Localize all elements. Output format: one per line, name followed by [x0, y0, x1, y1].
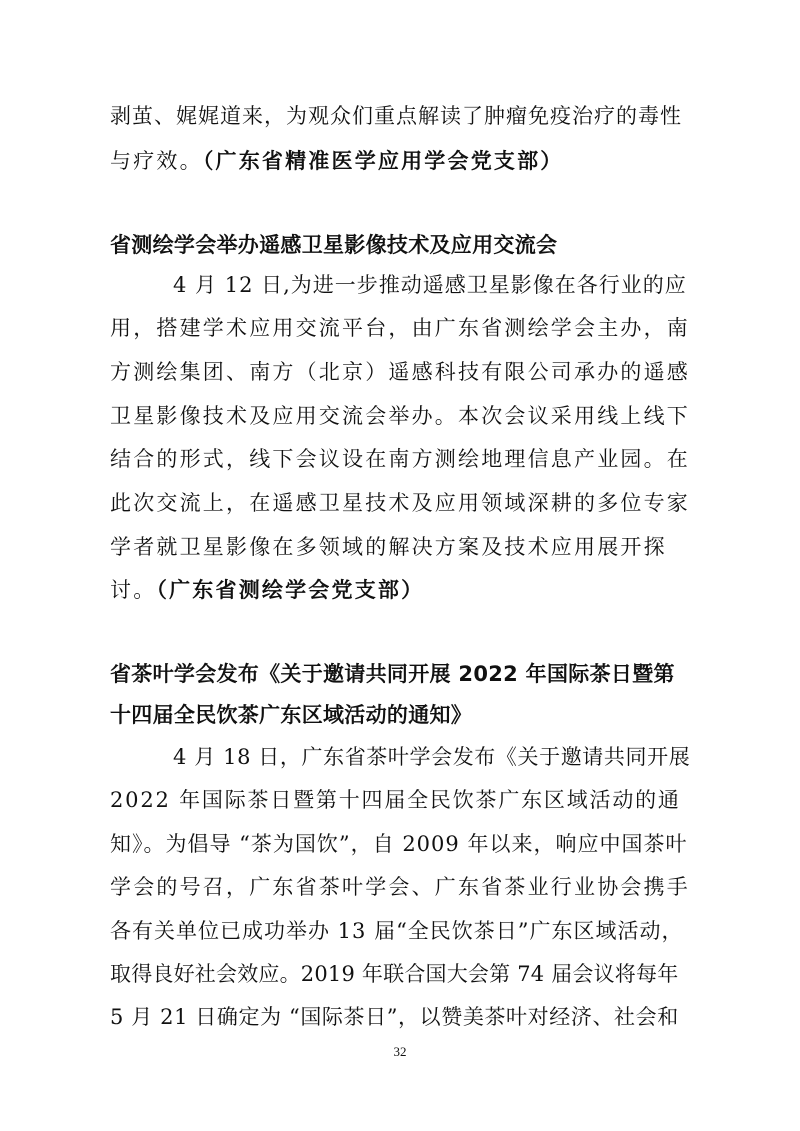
paragraph-text: 讨。	[110, 578, 157, 602]
paragraph-line: 此次交流上，在遥感卫星技术及应用领域深耕的多位专家	[110, 491, 690, 515]
source-attribution: （广东省精准医学应用学会党支部）	[202, 148, 564, 173]
paragraph-line: 卫星影像技术及应用交流会举办。本次会议采用线上线下	[110, 404, 690, 428]
source-attribution: （广东省测绘学会党支部）	[156, 577, 425, 602]
paragraph-line: 学者就卫星影像在多领域的解决方案及技术应用展开探	[110, 535, 667, 559]
paragraph-line: 用，搭建学术应用交流平台，由广东省测绘学会主办，南	[110, 316, 690, 340]
paragraph-line: 学会的号召，广东省茶叶学会、广东省茶业行业协会携手	[110, 875, 690, 899]
article-title: 省测绘学会举办遥感卫星影像技术及应用交流会	[110, 233, 558, 257]
paragraph-text: 与疗效。	[110, 149, 203, 173]
article-title: 省茶叶学会发布《关于邀请共同开展 2022 年国际茶日暨第	[110, 662, 675, 686]
page-number: 32	[393, 1044, 407, 1059]
paragraph-line	[110, 146, 564, 176]
paragraph-line: 剥茧、娓娓道来，为观众们重点解读了肿瘤免疫治疗的毒性	[110, 104, 682, 128]
article-title: 十四届全民饮茶广东区域活动的通知》	[110, 703, 473, 727]
paragraph-line: 2022 年国际茶日暨第十四届全民饮茶广东区域活动的通	[110, 788, 681, 812]
paragraph-line: 4 月 18 日，广东省茶叶学会发布《关于邀请共同开展	[173, 745, 691, 769]
paragraph-line	[110, 575, 424, 605]
paragraph-line: 5 月 21 日确定为 “国际茶日”，以赞美茶叶对经济、社会和	[110, 1005, 679, 1029]
paragraph-line: 4 月 12 日,为进一步推动遥感卫星影像在各行业的应	[173, 273, 687, 297]
paragraph-line: 各有关单位已成功举办 13 届“全民饮茶日”广东区域活动，	[110, 919, 684, 943]
paragraph-line: 结合的形式，线下会议设在南方测绘地理信息产业园。在	[110, 447, 690, 471]
paragraph-line: 知》。为倡导 “茶为国饮”，自 2009 年以来，响应中国茶叶	[110, 832, 688, 856]
paragraph-line: 取得良好社会效应。2019 年联合国大会第 74 届会议将每年	[110, 962, 679, 986]
paragraph-line: 方测绘集团、南方（北京）遥感科技有限公司承办的遥感	[110, 360, 690, 384]
